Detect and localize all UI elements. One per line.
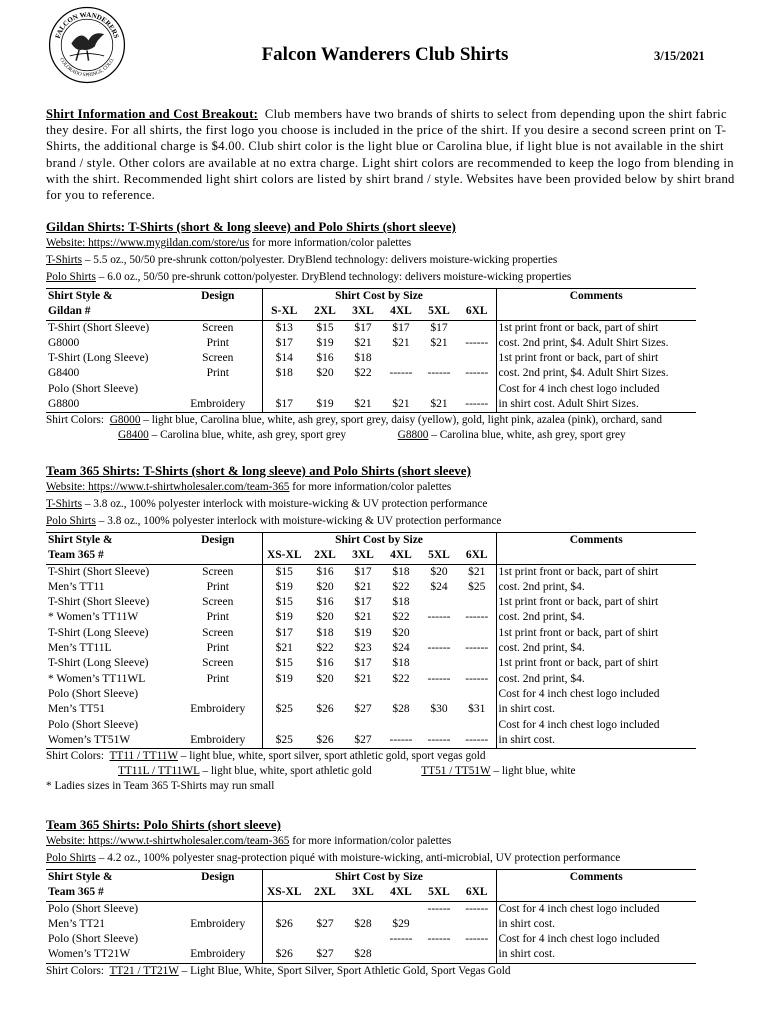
price-cell: $20 [316,672,334,685]
team365-price-table [46,532,696,749]
price-cell: $22 [392,580,410,593]
table-row [46,917,696,932]
table-row [46,733,696,749]
price-cell: $19 [306,397,344,413]
price-cell [420,656,458,671]
price-cell: ------ [427,642,451,655]
size-header: XS-XL [262,548,306,564]
design-type: Embroidery [190,703,246,716]
design-type [174,382,262,397]
comment: cost. 2nd print, $4. [496,641,696,656]
design-type: Print [206,367,229,380]
price-cell [458,917,496,932]
col-header-cost: Shirt Cost by Size [262,289,496,305]
comment: Cost for 4 inch chest logo included [496,687,696,702]
team365-website: Website: https://www.t-shirtwholesaler.com/team-365 for more information/color palettes [46,481,452,493]
team365-shirt-colors-2: TT11L / TT11WL – light blue, white, sport athletic gold TT51 / TT51W – light blue, white [118,765,576,778]
document-date: 3/15/2021 [654,49,705,63]
table-row [46,947,696,963]
shirt-style: Men’s TT51 [48,703,105,716]
team365-tshirt-section [46,462,746,794]
price-cell [458,656,496,671]
shirt-style: Polo (Short Sleeve) [48,382,139,395]
design-type: Print [206,642,229,655]
price-cell: $31 [468,703,486,716]
price-cell: $17 [392,321,410,334]
shirt-style: T-Shirt (Short Sleeve) [48,596,150,609]
price-cell: $20 [316,367,334,380]
price-cell: $19 [262,580,306,595]
design-type: Screen [202,321,234,334]
price-cell: $21 [262,641,306,656]
price-cell: $28 [344,947,382,963]
intro-heading: Shirt Information and Cost Breakout: [46,107,258,121]
size-header: 6XL [458,548,496,564]
comment: 1st print front or back, part of shirt [496,564,696,580]
price-cell: $23 [354,642,372,655]
price-cell: $18 [392,565,410,578]
price-cell: $18 [316,626,334,639]
size-header: 3XL [344,548,382,564]
table-row [46,336,696,351]
page-title: Falcon Wanderers Club Shirts [261,44,509,65]
price-cell: ------ [427,611,451,624]
intro-paragraph [46,106,736,203]
price-cell: ------ [465,611,489,624]
price-cell: $26 [306,733,344,749]
price-cell: $28 [354,917,372,930]
shirt-style: * Women’s TT11WL [48,672,146,685]
price-cell: $21 [344,397,382,413]
design-type: Print [206,672,229,685]
table-row [46,397,696,413]
price-cell: $18 [392,657,410,670]
price-cell: $27 [306,947,344,963]
size-header: 3XL [344,304,382,320]
price-cell [458,687,496,702]
price-cell [458,351,496,366]
size-header: 3XL [344,885,382,901]
price-cell [458,382,496,397]
size-header: 5XL [420,548,458,564]
col-header-style-number: Team 365 # [46,548,174,564]
price-cell [420,595,458,610]
price-cell [382,687,420,702]
table-row [46,564,696,580]
shirt-style: T-Shirt (Short Sleeve) [48,321,150,334]
shirt-style: * Women’s TT11W [48,611,139,624]
design-type [174,687,262,702]
price-cell: $19 [354,626,372,639]
comment: in shirt cost. Adult Shirt Sizes. [496,397,696,413]
col-header-style-number: Gildan # [46,304,174,320]
price-cell: ------ [465,672,489,685]
price-cell: $22 [392,672,410,685]
price-cell: $26 [316,703,334,716]
size-header: 4XL [382,885,420,901]
price-cell [262,687,306,702]
team365-polo-shirt-colors: Shirt Colors: TT21 / TT21W – Light Blue, White, Sport Silver, Sport Athletic Gold, Sport Vegas Gold [46,964,511,977]
comment: 1st print front or back, part of shirt [496,351,696,366]
table-row [46,610,696,625]
size-header: 2XL [306,548,344,564]
price-cell [344,901,382,917]
team365-polo-website: Website: https://www.t-shirtwholesaler.com/team-365 for more information/color palettes [46,835,452,847]
design-type [174,932,262,947]
col-header-cost: Shirt Cost by Size [262,870,496,886]
design-type: Print [206,580,229,593]
price-cell: $20 [392,626,410,639]
design-type: Print [206,336,229,349]
price-cell [420,382,458,397]
table-row [46,718,696,733]
team365-website-link[interactable]: Website: https://www.t-shirtwholesaler.com/team-365 [46,481,290,493]
price-cell: ------ [389,933,413,946]
price-cell [262,901,306,917]
price-cell [420,947,458,963]
price-cell [382,947,420,963]
intro-text: Club members have two brands of shirts to select from depending upon the shirt fabric they desire. For all shirts, the first logo you choose is included in the price of the shirt. If you desire a second screen print on T-Shirts, the additional charge is $4.00. Club shirt color is the light blue or Carolina blue, if light blue is not available in the shirt brand / style. Other colors are available at no extra charge. Light shirt colors are recommended to keep the logo from blending in with the shirt. Recommended light shirt colors are listed by shirt brand / style. Websites have been provided below by shirt brand for you to reference. [46,107,735,203]
comment: cost. 2nd print, $4. [496,610,696,625]
price-cell [382,901,420,917]
table-row [46,595,696,610]
price-cell: $27 [344,733,382,749]
price-cell: $15 [262,564,306,580]
price-cell: $29 [392,917,410,930]
shirt-style: Polo (Short Sleeve) [48,933,139,946]
table-row [46,901,696,917]
price-cell: ------ [465,902,489,915]
price-cell: $16 [316,657,334,670]
design-type [174,901,262,917]
price-cell: $19 [262,610,306,625]
design-type: Embroidery [174,733,262,749]
price-cell: ------ [382,733,420,749]
price-cell: $21 [354,672,372,685]
design-type: Screen [202,626,234,639]
price-cell: $22 [354,367,372,380]
team365-polo-fabric: Polo Shirts – 4.2 oz., 100% polyester snag-protection piqué with moisture-wicking, anti-microbial, UV protection performance [46,852,621,864]
price-cell: $21 [420,397,458,413]
price-cell: ------ [465,933,489,946]
gildan-website: Website: https://www.mygildan.com/store/us for more information/color palettes [46,237,412,249]
price-cell [420,351,458,366]
gildan-title: Gildan Shirts: T-Shirts (short & long sleeve) and Polo Shirts (short sleeve) [46,219,456,234]
table-row [46,626,696,641]
design-type [174,718,262,733]
col-header-cost: Shirt Cost by Size [262,533,496,549]
shirt-style: Women’s TT21W [46,947,174,963]
col-header-comments: Comments [496,533,696,549]
price-cell: $25 [262,702,306,717]
comment: in shirt cost. [496,917,696,932]
size-header: 4XL [382,548,420,564]
table-row [46,366,696,381]
table-row [46,702,696,717]
comment: in shirt cost. [496,947,696,963]
table-row [46,351,696,366]
table-row [46,382,696,397]
price-cell: $16 [316,596,334,609]
gildan-website-link[interactable]: Website: https://www.mygildan.com/store/us [46,237,250,249]
design-type: Embroidery [174,947,262,963]
col-header-design: Design [174,870,262,886]
price-cell: $30 [430,703,448,716]
shirt-style: T-Shirt (Long Sleeve) [48,657,149,670]
price-cell: ------ [458,397,496,413]
comment: 1st print front or back, part of shirt [496,320,696,336]
price-cell [262,718,306,733]
price-cell: $21 [430,336,448,349]
price-cell [306,718,344,733]
price-cell [306,382,344,397]
price-cell: $17 [262,626,306,641]
team365-tshirt-info: T-Shirts – 3.8 oz., 100% polyester interlock with moisture-wicking & UV protection performance [46,498,488,510]
price-cell: $17 [354,565,372,578]
price-cell [306,932,344,947]
gildan-shirt-colors: Shirt Colors: G8000 – light blue, Carolina blue, white, ash grey, sport grey, daisy (yellow), gold, light pink, azalea (pink), orchard, sand [46,414,662,427]
col-header-comments: Comments [496,289,696,305]
price-cell: $19 [316,336,334,349]
price-cell: $17 [354,657,372,670]
price-cell [458,947,496,963]
size-header: 2XL [306,885,344,901]
price-cell: $28 [392,703,410,716]
price-cell: $21 [468,565,486,578]
price-cell: $18 [354,352,372,365]
price-cell [344,932,382,947]
price-cell [344,687,382,702]
price-cell: $17 [262,397,306,413]
design-type: Screen [202,352,234,365]
col-header-style: Shirt Style & [46,289,174,305]
shirt-style: T-Shirt (Short Sleeve) [48,565,150,578]
design-type: Screen [202,596,234,609]
comment: 1st print front or back, part of shirt [496,656,696,671]
price-cell: $17 [430,321,448,334]
design-type: Embroidery [174,397,262,413]
size-header: 4XL [382,304,420,320]
comment: cost. 2nd print, $4. [496,580,696,595]
team365-polo-section [46,816,746,979]
price-cell [458,626,496,641]
price-cell: $27 [316,917,334,930]
price-cell [382,718,420,733]
price-cell [420,718,458,733]
shirt-style: G8800 [46,397,174,413]
design-type: Embroidery [190,917,246,930]
price-cell: $22 [392,611,410,624]
comment: in shirt cost. [496,702,696,717]
price-cell: ------ [465,336,489,349]
price-cell: $22 [316,642,334,655]
price-cell [344,718,382,733]
logo-bottom-text: COLORADO SPRINGS, COLO. [58,56,116,79]
price-cell [420,687,458,702]
gildan-shirt-colors-2: G8400 – Carolina blue, white, ash grey, sport grey G8800 – Carolina blue, white, ash grey, sport grey [118,429,626,442]
price-cell: $24 [430,580,448,593]
price-cell [344,382,382,397]
price-cell [306,901,344,917]
price-cell: $17 [262,336,306,351]
size-header: 6XL [458,885,496,901]
team365-polo-website-link[interactable]: Website: https://www.t-shirtwholesaler.com/team-365 [46,835,290,847]
price-cell: ------ [458,733,496,749]
col-header-style: Shirt Style & [46,533,174,549]
price-cell: $18 [392,596,410,609]
logo-top-text: FALCON WANDERERS [53,10,121,40]
table-row [46,641,696,656]
price-cell: ------ [427,672,451,685]
price-cell: $17 [354,321,372,334]
table-row [46,687,696,702]
price-cell: $15 [262,595,306,610]
comment: cost. 2nd print, $4. Adult Shirt Sizes. [496,366,696,381]
price-cell: ------ [427,902,451,915]
price-cell: ------ [389,367,413,380]
price-cell: $25 [262,733,306,749]
price-cell: ------ [427,933,451,946]
price-cell: $14 [262,351,306,366]
price-cell: $15 [316,321,334,334]
team365-sizing-note: * Ladies sizes in Team 365 T-Shirts may run small [46,780,275,793]
shirt-style: Men’s TT11 [48,580,105,593]
shirt-style: Polo (Short Sleeve) [48,687,139,700]
design-type: Screen [202,657,234,670]
team365-shirt-colors: Shirt Colors: TT11 / TT11W – light blue, white, sport silver, sport athletic gold, sport vegas gold [46,750,486,763]
price-cell: ------ [465,367,489,380]
table-row [46,580,696,595]
size-header: S-XL [262,304,306,320]
price-cell: $21 [392,336,410,349]
price-cell: $21 [354,611,372,624]
comment: Cost for 4 inch chest logo included [496,382,696,397]
price-cell [458,320,496,336]
shirt-style: Polo (Short Sleeve) [48,718,139,731]
design-type: Screen [202,565,234,578]
price-cell: $15 [262,656,306,671]
col-header-design: Design [174,289,262,305]
shirt-style: Women’s TT51W [46,733,174,749]
comment: 1st print front or back, part of shirt [496,626,696,641]
comment: in shirt cost. [496,733,696,749]
shirt-style: T-Shirt (Long Sleeve) [48,352,149,365]
size-header: 5XL [420,304,458,320]
col-header-style-number: Team 365 # [46,885,174,901]
design-type: Print [206,611,229,624]
price-cell: $18 [262,366,306,381]
size-header: 2XL [306,304,344,320]
team365-polo-price-table [46,869,696,964]
price-cell: $21 [354,336,372,349]
shirt-style: Men’s TT11L [48,642,112,655]
price-cell: $25 [468,580,486,593]
col-header-design: Design [174,533,262,549]
team365-polo-info: Polo Shirts – 3.8 oz., 100% polyester interlock with moisture-wicking & UV protection performance [46,515,502,527]
price-cell: $16 [316,352,334,365]
table-row [46,320,696,336]
col-header-comments: Comments [496,870,696,886]
shirt-style: G8400 [48,367,80,380]
price-cell [382,351,420,366]
shirt-style: Men’s TT21 [48,917,105,930]
price-cell: $20 [316,580,334,593]
price-cell: ------ [420,733,458,749]
price-cell [420,917,458,932]
shirt-style: T-Shirt (Long Sleeve) [48,626,149,639]
price-cell: $19 [262,672,306,687]
price-cell: $24 [392,642,410,655]
gildan-polo-info: Polo Shirts – 6.0 oz., 50/50 pre-shrunk cotton/polyester. DryBlend technology: delivers moisture-wicking properties [46,271,572,283]
price-cell [262,932,306,947]
table-row [46,932,696,947]
price-cell: $16 [316,565,334,578]
table-row [46,656,696,671]
price-cell: $27 [354,703,372,716]
price-cell [262,382,306,397]
shirt-style: Polo (Short Sleeve) [48,902,139,915]
team365-polo-title: Team 365 Shirts: Polo Shirts (short sleeve) [46,817,281,832]
size-header: 5XL [420,885,458,901]
size-header: XS-XL [262,885,306,901]
price-cell: $21 [382,397,420,413]
table-row [46,672,696,687]
comment: 1st print front or back, part of shirt [496,595,696,610]
price-cell [306,687,344,702]
price-cell: $17 [354,596,372,609]
comment: Cost for 4 inch chest logo included [496,932,696,947]
price-cell: ------ [465,642,489,655]
shirt-style: G8000 [48,336,80,349]
price-cell [458,595,496,610]
comment: cost. 2nd print, $4. [496,672,696,687]
price-cell: $20 [430,565,448,578]
price-cell: ------ [427,367,451,380]
price-cell: $21 [354,580,372,593]
comment: Cost for 4 inch chest logo included [496,718,696,733]
comment: cost. 2nd print, $4. Adult Shirt Sizes. [496,336,696,351]
comment: Cost for 4 inch chest logo included [496,901,696,917]
price-cell: $13 [262,320,306,336]
gildan-tshirt-info: T-Shirts – 5.5 oz., 50/50 pre-shrunk cotton/polyester. DryBlend technology: delivers moisture-wicking properties [46,254,558,266]
col-header-style: Shirt Style & [46,870,174,886]
price-cell: $26 [262,947,306,963]
price-cell: $20 [316,611,334,624]
price-cell [458,718,496,733]
gildan-section [46,218,746,443]
size-header: 6XL [458,304,496,320]
price-cell [382,382,420,397]
price-cell [420,626,458,641]
gildan-price-table [46,288,696,413]
team365-title: Team 365 Shirts: T-Shirts (short & long sleeve) and Polo Shirts (short sleeve) [46,463,471,478]
price-cell: $26 [262,917,306,932]
